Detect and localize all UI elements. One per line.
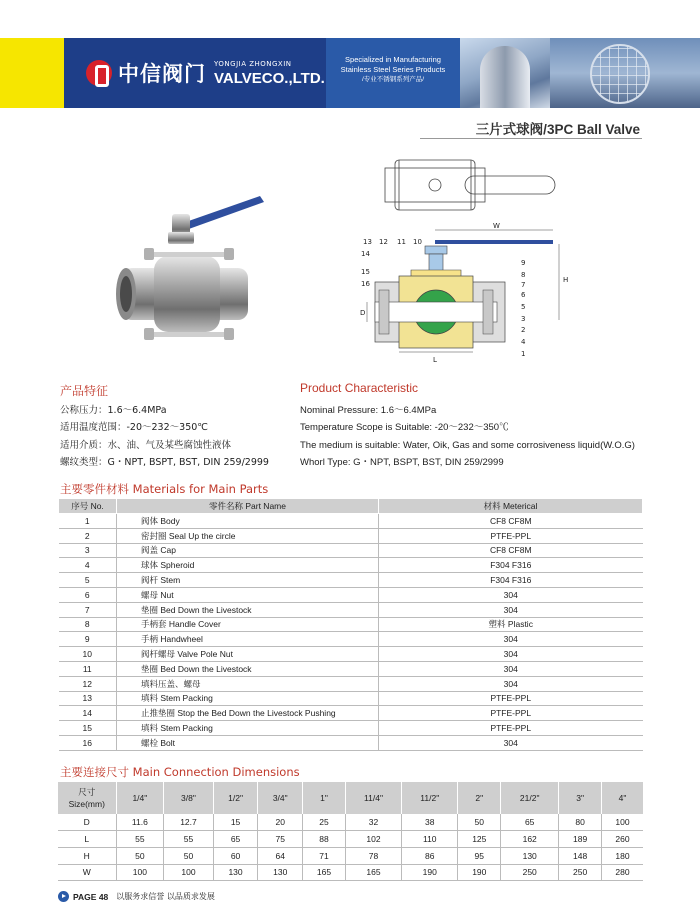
part-name-cell: 阀杆螺母 Valve Pole Nut bbox=[117, 647, 379, 662]
valve-cross-section-diagram bbox=[355, 150, 575, 365]
yellow-corner-tab bbox=[0, 38, 64, 108]
dimension-value-cell: 110 bbox=[402, 831, 458, 848]
part-name-cell: 填料 Stem Packing bbox=[117, 721, 379, 736]
size-column-header: 2" bbox=[458, 782, 501, 814]
dimension-value-cell: 100 bbox=[116, 864, 164, 881]
dimension-value-cell: 15 bbox=[213, 814, 258, 831]
top-view-drawing bbox=[385, 160, 555, 210]
dimensions-section-title: 主要连接尺寸 Main Connection Dimensions bbox=[60, 765, 300, 779]
material-cell: PTFE-PPL bbox=[379, 528, 643, 543]
storage-tank-photo bbox=[460, 38, 550, 108]
part-name-cell: 填料 Stem Packing bbox=[117, 691, 379, 706]
parts-section-title: 主要零件材料 Materials for Main Parts bbox=[60, 482, 269, 496]
part-name-cell: 手柄 Handwheel bbox=[117, 632, 379, 647]
footer-slogan: 以服务求信誉 以品质求发展 bbox=[116, 892, 215, 901]
part-number-cell: 15 bbox=[59, 721, 117, 736]
table-row bbox=[59, 528, 643, 543]
callout-numbers-left bbox=[361, 250, 370, 288]
dimension-value-cell: 60 bbox=[213, 847, 258, 864]
dimension-value-cell: 95 bbox=[458, 847, 501, 864]
dimension-label-cell: D bbox=[58, 814, 116, 831]
header-no: 序号 No. bbox=[59, 499, 117, 514]
dimension-value-cell: 165 bbox=[345, 864, 401, 881]
dimension-value-cell: 102 bbox=[345, 831, 401, 848]
part-name-cell: 手柄套 Handle Cover bbox=[117, 617, 379, 632]
dimension-value-cell: 260 bbox=[602, 831, 643, 848]
callout-3: 3 bbox=[521, 315, 526, 323]
dim-w-label: W bbox=[493, 222, 500, 230]
dimension-value-cell: 38 bbox=[402, 814, 458, 831]
table-row bbox=[59, 691, 643, 706]
characteristics-title-en: Product Characteristic bbox=[300, 381, 419, 395]
size-column-header: 1/2" bbox=[213, 782, 258, 814]
part-name-cell: 垫圈 Bed Down the Livestock bbox=[117, 602, 379, 617]
table-row bbox=[59, 706, 643, 721]
size-column-header: 3" bbox=[559, 782, 602, 814]
company-logo bbox=[64, 38, 326, 108]
part-number-cell: 5 bbox=[59, 573, 117, 588]
table-row bbox=[59, 558, 643, 573]
material-cell: 304 bbox=[379, 661, 643, 676]
material-cell: 304 bbox=[379, 676, 643, 691]
table-row bbox=[59, 721, 643, 736]
callout-14: 14 bbox=[361, 250, 370, 258]
logo-en-small: YONGJIA ZHONGXIN bbox=[214, 59, 292, 68]
page-number: PAGE 48 bbox=[73, 891, 109, 902]
dimension-value-cell: 189 bbox=[559, 831, 602, 848]
part-number-cell: 12 bbox=[59, 676, 117, 691]
dimension-value-cell: 130 bbox=[213, 864, 258, 881]
callout-2: 2 bbox=[521, 326, 526, 334]
dimension-value-cell: 148 bbox=[559, 847, 602, 864]
char-cn-line: 螺纹类型：G・NPT, BSPT, BST, DIN 259/2999 bbox=[60, 456, 269, 468]
dimension-value-cell: 55 bbox=[164, 831, 213, 848]
size-column-header: 1/4" bbox=[116, 782, 164, 814]
callout-10: 10 bbox=[413, 238, 422, 246]
dimension-value-cell: 165 bbox=[303, 864, 346, 881]
char-en-line: Temperature Scope is Suitable: -20～232～350℃ bbox=[300, 422, 509, 434]
table-row bbox=[59, 602, 643, 617]
header-material: 材料 Meterical bbox=[379, 499, 643, 514]
part-number-cell: 11 bbox=[59, 661, 117, 676]
callout-5: 5 bbox=[521, 303, 526, 311]
material-cell: CF8 CF8M bbox=[379, 514, 643, 529]
callout-8: 8 bbox=[521, 271, 526, 279]
dimension-value-cell: 71 bbox=[303, 847, 346, 864]
part-number-cell: 10 bbox=[59, 647, 117, 662]
dim-h-label: H bbox=[563, 276, 569, 284]
dimension-value-cell: 100 bbox=[602, 814, 643, 831]
material-cell: 304 bbox=[379, 632, 643, 647]
dimension-value-cell: 250 bbox=[559, 864, 602, 881]
parts-header-row bbox=[59, 499, 643, 514]
material-cell: 304 bbox=[379, 602, 643, 617]
dimension-value-cell: 50 bbox=[116, 847, 164, 864]
dimension-label-cell: L bbox=[58, 831, 116, 848]
dimension-label-cell: H bbox=[58, 847, 116, 864]
part-number-cell: 3 bbox=[59, 543, 117, 558]
part-name-cell: 密封圈 Seal Up the circle bbox=[117, 528, 379, 543]
part-name-cell: 垫圈 Bed Down the Livestock bbox=[117, 661, 379, 676]
dimension-value-cell: 190 bbox=[458, 864, 501, 881]
part-number-cell: 4 bbox=[59, 558, 117, 573]
material-cell: PTFE-PPL bbox=[379, 721, 643, 736]
dimension-value-cell: 55 bbox=[116, 831, 164, 848]
ball-valve-photo bbox=[110, 196, 270, 356]
dimension-value-cell: 78 bbox=[345, 847, 401, 864]
size-column-header: 3/4" bbox=[258, 782, 303, 814]
callout-1: 1 bbox=[521, 350, 526, 358]
dimensions-header-row bbox=[58, 782, 643, 814]
dimension-label-cell: W bbox=[58, 864, 116, 881]
part-name-cell: 阀杆 Stem bbox=[117, 573, 379, 588]
characteristics-list-en bbox=[300, 402, 650, 471]
material-cell: PTFE-PPL bbox=[379, 706, 643, 721]
dimension-value-cell: 88 bbox=[303, 831, 346, 848]
char-en-line: Nominal Pressure: 1.6～6.4MPa bbox=[300, 405, 437, 416]
characteristics-title-cn: 产品特征 bbox=[60, 384, 109, 398]
table-row bbox=[58, 847, 643, 864]
page-footer bbox=[58, 891, 215, 902]
dimension-value-cell: 65 bbox=[213, 831, 258, 848]
logo-english-name bbox=[214, 61, 325, 86]
part-number-cell: 6 bbox=[59, 587, 117, 602]
dimension-value-cell: 125 bbox=[458, 831, 501, 848]
dimension-value-cell: 11.6 bbox=[116, 814, 164, 831]
size-column-header: 21/2" bbox=[501, 782, 559, 814]
size-header-en: Size(mm) bbox=[68, 799, 105, 809]
table-row bbox=[59, 632, 643, 647]
part-number-cell: 9 bbox=[59, 632, 117, 647]
char-cn-line: 适用温度范围：-20～232～350℃ bbox=[60, 422, 208, 434]
material-cell: 304 bbox=[379, 647, 643, 662]
part-number-cell: 7 bbox=[59, 602, 117, 617]
material-cell: PTFE-PPL bbox=[379, 691, 643, 706]
table-row bbox=[59, 573, 643, 588]
logo-chinese-name: 中信阀门 bbox=[118, 62, 206, 86]
dimension-value-cell: 130 bbox=[501, 847, 559, 864]
size-header-cell bbox=[58, 782, 116, 814]
dimension-value-cell: 180 bbox=[602, 847, 643, 864]
dimension-value-cell: 80 bbox=[559, 814, 602, 831]
dimension-value-cell: 20 bbox=[258, 814, 303, 831]
size-column-header: 3/8" bbox=[164, 782, 213, 814]
callout-4: 4 bbox=[521, 338, 526, 346]
callout-12: 12 bbox=[379, 238, 388, 246]
part-name-cell: 球体 Spheroid bbox=[117, 558, 379, 573]
table-row bbox=[58, 864, 643, 881]
dimension-value-cell: 100 bbox=[164, 864, 213, 881]
dim-d-label: D bbox=[360, 309, 366, 317]
table-row bbox=[59, 676, 643, 691]
parts-table bbox=[58, 498, 643, 751]
dimension-value-cell: 280 bbox=[602, 864, 643, 881]
table-row bbox=[59, 735, 643, 750]
dimension-value-cell: 32 bbox=[345, 814, 401, 831]
table-row bbox=[59, 514, 643, 529]
header-banner bbox=[64, 38, 700, 108]
dimension-value-cell: 50 bbox=[164, 847, 213, 864]
part-number-cell: 1 bbox=[59, 514, 117, 529]
spec-line-3: /专业不锈钢系列产品/ bbox=[361, 76, 425, 83]
callout-16: 16 bbox=[361, 280, 370, 288]
table-row bbox=[59, 647, 643, 662]
size-column-header: 1" bbox=[303, 782, 346, 814]
table-row bbox=[58, 814, 643, 831]
material-cell: F304 F316 bbox=[379, 573, 643, 588]
part-number-cell: 2 bbox=[59, 528, 117, 543]
callout-numbers-top bbox=[363, 238, 422, 246]
part-name-cell: 阀体 Body bbox=[117, 514, 379, 529]
logo-en-big: VALVECO.,LTD. bbox=[214, 69, 325, 87]
dimensions-table bbox=[58, 782, 643, 881]
dimension-value-cell: 65 bbox=[501, 814, 559, 831]
globe-sculpture-photo bbox=[550, 38, 700, 108]
material-cell: 304 bbox=[379, 587, 643, 602]
part-name-cell: 螺母 Nut bbox=[117, 587, 379, 602]
size-column-header: 4" bbox=[602, 782, 643, 814]
material-cell: F304 F316 bbox=[379, 558, 643, 573]
material-cell: 塑料 Plastic bbox=[379, 617, 643, 632]
dimension-value-cell: 75 bbox=[258, 831, 303, 848]
page-title: 三片式球阀/3PC Ball Valve bbox=[475, 122, 640, 137]
part-name-cell: 螺栓 Bolt bbox=[117, 735, 379, 750]
dim-l-label: L bbox=[433, 356, 437, 364]
characteristics-list-cn bbox=[60, 402, 295, 471]
arrow-icon bbox=[58, 891, 69, 902]
dimension-value-cell: 130 bbox=[258, 864, 303, 881]
table-row bbox=[59, 543, 643, 558]
dimension-value-cell: 86 bbox=[402, 847, 458, 864]
callout-7: 7 bbox=[521, 281, 526, 289]
size-column-header: 11/4" bbox=[345, 782, 401, 814]
dimension-value-cell: 162 bbox=[501, 831, 559, 848]
part-number-cell: 16 bbox=[59, 735, 117, 750]
callout-9: 9 bbox=[521, 259, 526, 267]
size-column-header: 11/2" bbox=[402, 782, 458, 814]
char-en-line: The medium is suitable: Water, Oik, Gas and some corrosiveness liquid(W.O.G) bbox=[300, 439, 635, 451]
title-divider bbox=[420, 138, 642, 139]
logo-emblem-icon bbox=[86, 60, 112, 86]
callout-11: 11 bbox=[397, 238, 406, 246]
material-cell: 304 bbox=[379, 735, 643, 750]
dimension-value-cell: 190 bbox=[402, 864, 458, 881]
callout-6: 6 bbox=[521, 291, 526, 299]
part-number-cell: 8 bbox=[59, 617, 117, 632]
part-name-cell: 止推垫圈 Stop the Bed Down the Livestock Pushing bbox=[117, 706, 379, 721]
size-header-cn: 尺寸 bbox=[78, 787, 96, 797]
header-part-name: 零件名称 Part Name bbox=[117, 499, 379, 514]
table-row bbox=[58, 831, 643, 848]
dimension-value-cell: 50 bbox=[458, 814, 501, 831]
table-row bbox=[59, 617, 643, 632]
part-number-cell: 14 bbox=[59, 706, 117, 721]
part-name-cell: 阀盖 Cap bbox=[117, 543, 379, 558]
callout-numbers-right bbox=[521, 259, 526, 358]
char-cn-line: 公称压力：1.6～6.4MPa bbox=[60, 405, 167, 416]
callout-13: 13 bbox=[363, 238, 372, 246]
dimension-value-cell: 64 bbox=[258, 847, 303, 864]
section-view-drawing bbox=[367, 230, 559, 352]
table-row bbox=[59, 587, 643, 602]
char-cn-line: 适用介质：水、油、气及某些腐蚀性液体 bbox=[60, 439, 232, 451]
char-en-line: Whorl Type: G・NPT, BSPT, BST, DIN 259/2999 bbox=[300, 456, 504, 468]
spec-line-1: Specialized in Manufacturing bbox=[345, 55, 441, 64]
spec-line-2: Stainless Steel Series Products bbox=[340, 65, 446, 74]
dimension-value-cell: 25 bbox=[303, 814, 346, 831]
callout-15: 15 bbox=[361, 268, 370, 276]
part-number-cell: 13 bbox=[59, 691, 117, 706]
part-name-cell: 填料压盖、螺母 bbox=[117, 676, 379, 691]
material-cell: CF8 CF8M bbox=[379, 543, 643, 558]
dimension-value-cell: 250 bbox=[501, 864, 559, 881]
dimension-value-cell: 12.7 bbox=[164, 814, 213, 831]
table-row bbox=[59, 661, 643, 676]
specialization-note bbox=[326, 38, 460, 108]
